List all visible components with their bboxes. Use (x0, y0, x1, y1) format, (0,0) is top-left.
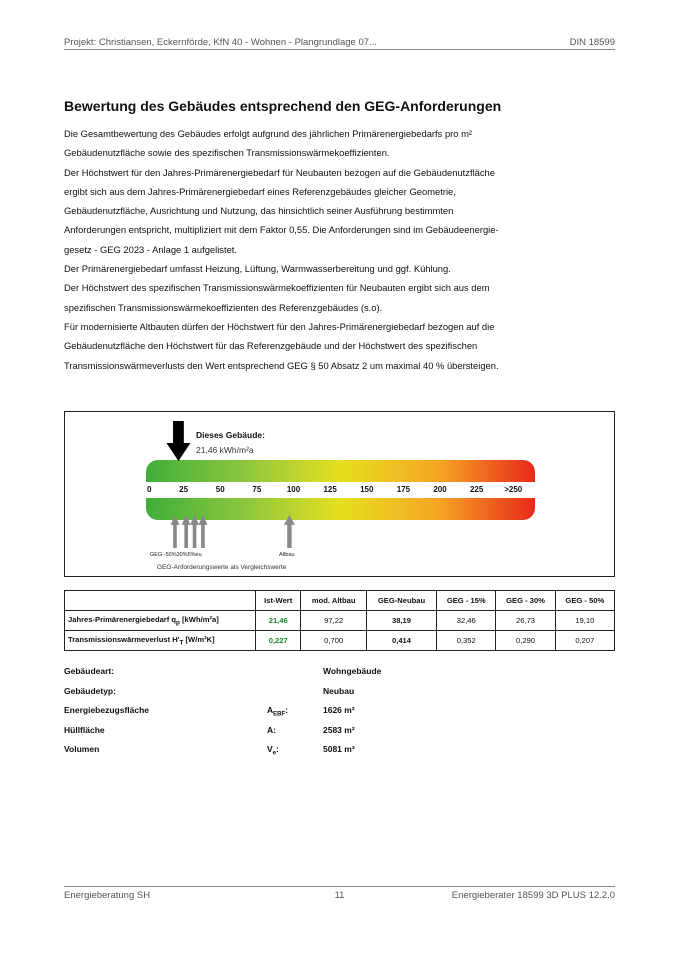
footer-company: Energieberatung SH (64, 890, 151, 901)
info-value: Neubau (323, 685, 355, 696)
info-key: Gebäudeart: (64, 666, 115, 676)
scale-tick-label: 75 (252, 485, 262, 494)
scale-tick-label: >250 (504, 485, 523, 494)
table-cell: 0,227 (256, 631, 301, 651)
building-value: 21,46 kWh/m²a (196, 445, 254, 455)
row-label-transmission: Transmissionswärmeverlust $H'_T$ [W/m²K] (65, 631, 256, 651)
info-row (64, 740, 464, 760)
scale-tick-label: 150 (360, 485, 374, 494)
geg-marker-label: GEG -50%30%5%eu (150, 552, 202, 558)
text-line: Gebäudenutzfläche sowie des spezifischen Transmissionswärmekoeffizienten. (64, 147, 390, 159)
header-standard: DIN 18599 (569, 37, 615, 48)
info-symbol: $V_e$: (267, 744, 279, 757)
energy-scale-graphic (65, 412, 614, 576)
scale-tick-label: 200 (433, 485, 447, 494)
table-header-cell: mod. Altbau (301, 591, 366, 611)
building-arrow-icon (166, 421, 190, 461)
table-header-cell: GEG - 30% (496, 591, 555, 611)
text-line: Der Höchstwert für den Jahres-Primärenergiebedarf für Neubauten bezogen auf die Gebäudenutzfläche (64, 166, 495, 178)
text-line: Der Höchstwert des spezifischen Transmissionswärmekoeffizienten für Neubauten ergibt sich aus dem (64, 282, 490, 294)
page-title: Bewertung des Gebäudes entsprechend den GEG-Anforderungen (64, 98, 502, 114)
info-key: Gebäudetyp: (64, 685, 116, 696)
footer-divider (64, 886, 615, 887)
text-line: Gebäudenutzfläche, Ausrichtung und Nutzung, das hinsichtlich seiner Ausführung bestimmten (64, 205, 454, 217)
text-line: ergibt sich aus dem Jahres-Primärenergiebedarf eines Referenzgebäudes gleicher Geometrie, (64, 185, 456, 197)
table-cell: 0,207 (555, 631, 614, 651)
info-key: Energiebezugsfläche (64, 705, 150, 715)
table-header-row (65, 591, 615, 611)
info-key: Hüllfläche (64, 724, 105, 735)
table-header-cell (65, 591, 256, 611)
table-row (65, 631, 615, 651)
text-line: Für modernisierte Altbauten dürfen der Höchstwert für den Jahres-Primärenergiebedarf bezogen auf die (64, 320, 495, 332)
table-cell: 0,414 (366, 631, 436, 651)
text-line: spezifischen Transmissionswärmekoeffizienten des Referenzgebäudes (s.o). (64, 301, 383, 313)
scale-tick-label: 100 (286, 485, 301, 494)
page-header (64, 37, 615, 49)
table-cell: 26,73 (496, 611, 555, 631)
altbau-marker-label: Altbau (279, 552, 295, 558)
scale-tick-label: 225 (469, 485, 484, 494)
building-info (64, 662, 464, 760)
header-divider (64, 49, 615, 50)
table-row (65, 611, 615, 631)
table-cell: 97,22 (301, 611, 366, 631)
text-line: Gebäudenutzfläche den Höchstwert für das Referenzgebäude und der Höchstwert des spezifischen (64, 340, 478, 352)
info-value: Wohngebäude (323, 666, 382, 676)
text-line: Der Primärenergiebedarf umfasst Heizung, Lüftung, Warmwasserbereitung und ggf. Kühlung. (64, 263, 451, 275)
info-symbol: A: (267, 724, 276, 735)
building-label: Dieses Gebäude: (196, 430, 265, 440)
page-number: 11 (334, 890, 345, 901)
info-row (64, 682, 464, 702)
info-symbol: $A_{EBF}$: (267, 705, 288, 718)
text-line: Transmissionswärmeverlusts den Wert entsprechend GEG § 50 Absatz 2 um maximal 40 % übersteigen. (64, 359, 499, 371)
table-header-cell: GEG - 15% (437, 591, 496, 611)
info-row (64, 662, 464, 682)
table-header-cell: GEG-Neubau (366, 591, 436, 611)
table-header-cell: Ist-Wert (256, 591, 301, 611)
info-value: 5081 m³ (323, 744, 355, 754)
table-cell: 0,352 (437, 631, 496, 651)
header-project: Projekt: Christiansen, Eckernförde, KfN 40 - Wohnen - Plangrundlage 07... (64, 37, 377, 48)
text-line: Anforderungen entspricht, multipliziert mit dem Faktor 0,55. Die Anforderungen sind im Gebäudeenergie- (64, 224, 499, 236)
footer-software: Energieberater 18599 3D PLUS 12.2.0 (451, 890, 615, 901)
table-header-cell: GEG - 50% (555, 591, 614, 611)
table-cell: 32,46 (437, 611, 496, 631)
explanation-text (64, 124, 534, 375)
info-value: 1626 m² (323, 705, 355, 715)
table-cell: 0,700 (301, 631, 366, 651)
scale-tick-label: 50 (215, 485, 225, 494)
scale-tick-label: 0 (147, 485, 152, 494)
scale-tick-label: 25 (179, 485, 189, 494)
scale-tick-label: 175 (396, 485, 411, 494)
values-table (64, 590, 615, 651)
table-cell: 0,290 (496, 631, 555, 651)
info-key: Volumen (64, 744, 100, 754)
building-marker-arrow (166, 421, 190, 461)
table-cell: 21,46 (256, 611, 301, 631)
text-line: Die Gesamtbewertung des Gebäudes erfolgt aufgrund des jährlichen Primärenergiebedarfs pro m² (64, 128, 473, 139)
table-cell: 19,10 (555, 611, 614, 631)
scale-caption: GEG-Anforderungswerte als Vergleichswerte (157, 564, 287, 571)
info-row (64, 721, 464, 741)
energy-scale-panel (64, 411, 615, 577)
table-cell: 38,19 (366, 611, 436, 631)
page-footer (64, 890, 615, 902)
row-label-primary-energy: Jahres-Primärenergiebedarf $q_p$ [kWh/m²a] (65, 611, 256, 631)
info-value: 2583 m² (323, 724, 355, 735)
text-line: gesetz - GEG 2023 - Anlage 1 aufgelistet. (64, 243, 238, 255)
scale-tick-label: 125 (323, 485, 337, 494)
info-row (64, 701, 464, 721)
